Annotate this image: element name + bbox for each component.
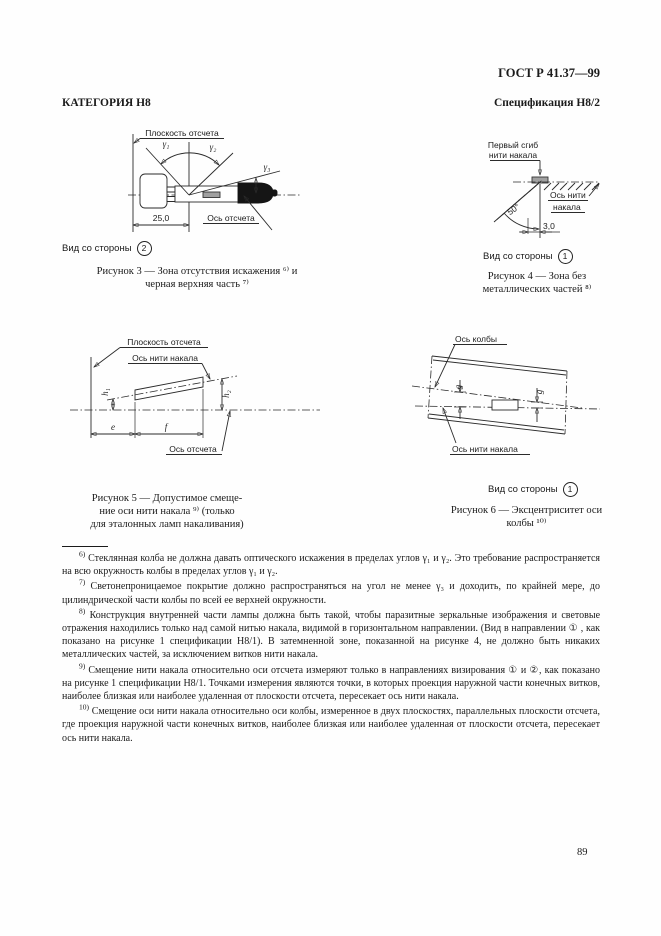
e-label: e bbox=[111, 422, 115, 432]
circled-1: 1 bbox=[563, 482, 578, 497]
gamma1-label: γ₁ bbox=[162, 139, 170, 149]
reference-plane-label: Плоскость отсчета bbox=[145, 128, 219, 138]
dimension-25-value: 25,0 bbox=[152, 213, 170, 223]
figure-3-caption: Рисунок 3 — Зона отсутствия искажения ⁶⁾ и черная верхняя часть ⁷⁾ bbox=[96, 266, 298, 290]
figure-4-caption: Рисунок 4 — Зона без металлических частей ⁸⁾ bbox=[482, 271, 592, 295]
view-direction-2: Вид со стороны 2 bbox=[62, 241, 332, 256]
circled-2: 2 bbox=[137, 241, 152, 256]
figure-5-drawing bbox=[62, 330, 342, 460]
figure-6-drawing bbox=[408, 330, 645, 475]
footnote-7: $^{7)}$ Светонепроницаемое покрытие должно распространяться на угол не менее γ₃ и доходить, по крайней мере, до цилиндрической части колбы по всей ее верхней окружности. bbox=[62, 578, 600, 606]
figure-6-caption: Рисунок 6 — Эксцентриситет оси колбы ¹⁰⁾ bbox=[450, 505, 603, 529]
standard-number: ГОСТ Р 41.37—99 bbox=[498, 66, 600, 80]
figure-3-drawing bbox=[62, 122, 332, 234]
spec-title: Спецификация Н8/2 bbox=[493, 97, 600, 109]
first-bend-label-1: Первый сгиб bbox=[487, 140, 539, 150]
first-bend-label-2: нити накала bbox=[488, 150, 538, 160]
g-label-right: g bbox=[534, 389, 544, 395]
lamp-drawing bbox=[140, 174, 277, 208]
filament-axis-label: Ось нити накала bbox=[132, 353, 198, 363]
figure-6 bbox=[408, 330, 645, 530]
dimension-3-value: 3,0 bbox=[543, 221, 555, 231]
figure-5 bbox=[62, 330, 342, 531]
filament bbox=[492, 400, 518, 410]
h1-label: h₁ bbox=[100, 388, 110, 396]
g-label-left: g bbox=[453, 384, 463, 390]
black-top-tip bbox=[238, 183, 273, 203]
footnote-10: $^{10)}$ Смещение оси нити накала относительно оси колбы, измеренное в двух плоскостях, параллельных плоскости отсчета, где проекция наружной части конечных витков, наиболее близкая или наиболее удаленная от плоскости отсчета, пересекает ось нити накала. bbox=[62, 702, 600, 744]
footnote-6: $^{6)}$ Стеклянная колба не должна давать оптического искажения в пределах углов γ₁ и γ₂. Это требование распространяется на всю окружность колбы в пределах углов γ₁ и γ₂. bbox=[62, 549, 601, 578]
circled-1: 1 bbox=[558, 249, 573, 264]
filament-axis-label-1: Ось нити bbox=[550, 190, 586, 200]
angle-50-value: 50° bbox=[505, 201, 522, 217]
f-label: f bbox=[164, 422, 168, 432]
figure-3 bbox=[62, 122, 332, 291]
filament-axis-label-2: накала bbox=[553, 202, 581, 212]
figure-5-caption: Рисунок 5 — Допустимое смеще- ние оси нити накала ⁹⁾ (только для эталонных ламп накаливания) bbox=[90, 493, 244, 530]
bulb-tube bbox=[428, 356, 567, 434]
footnotes-block bbox=[62, 546, 600, 747]
filament-axis-label: Ось нити накала bbox=[452, 444, 518, 454]
category-title: КАТЕГОРИЯ Н8 bbox=[62, 97, 151, 109]
gamma3-label: γ₃ bbox=[263, 162, 271, 172]
figure-4 bbox=[440, 138, 640, 296]
page-number: 89 bbox=[577, 847, 588, 858]
footnote-9: $^{9)}$ Смещение нити накала относительно оси отсчета измеряют только в направлениях визирования ① и ②, как показано на рисунке 1 спецификации Н8/1. Точками измерения являются точки, в которых проекция наружной части конечных витков, наиболее близкая или наиболее удаленная от плоскости отсчета, пересекает ось нити накала. bbox=[62, 661, 601, 703]
bulb-axis-label: Ось колбы bbox=[455, 334, 497, 344]
gamma2-label: γ₂ bbox=[209, 142, 217, 152]
filament bbox=[203, 192, 220, 198]
figure-4-drawing bbox=[440, 138, 640, 242]
reference-axis-label: Ось отсчета bbox=[207, 213, 255, 223]
reference-plane-label: Плоскость отсчета bbox=[127, 337, 201, 347]
reference-axis-label: Ось отсчета bbox=[169, 444, 217, 454]
h2-label: h₂ bbox=[221, 390, 231, 398]
footnote-8: $^{8)}$ Конструкция внутренней части лампы должна быть такой, чтобы паразитные зеркальные изображения и световые отражения находились только над самой нитью накала, видимой в горизонтальном направлении. (Вид в направлении ① , как показано на рисунке 1 спецификации Н8/1). В затемненной зоне, показанной на рисунке 4, не должно быть никаких металлических частей, за исключением витков нити накала. bbox=[62, 606, 601, 661]
footnote-rule bbox=[62, 546, 108, 547]
view-direction-1: Вид со стороны 1 bbox=[483, 249, 640, 264]
view-direction-1: Вид со стороны 1 bbox=[488, 482, 645, 497]
